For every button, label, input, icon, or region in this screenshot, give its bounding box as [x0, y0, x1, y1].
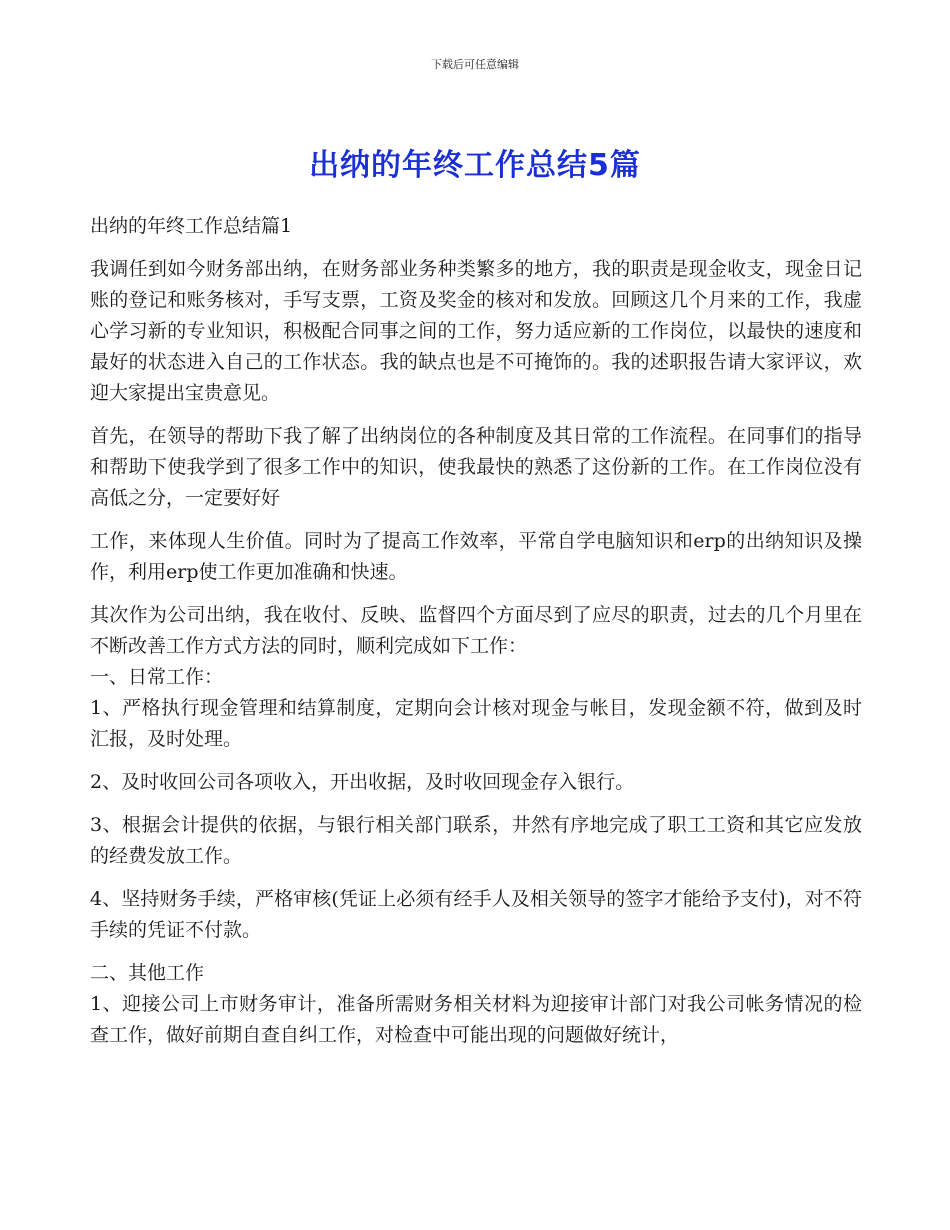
paragraph: 我调任到如今财务部出纳，在财务部业务种类繁多的地方，我的职责是现金收支，现金日记账的登记和账务核对，手写支票，工资及奖金的核对和发放。回顾这几个月来的工作，我虚心学习新的专业知识，积极配合同事之间的工作，努力适应新的工作岗位，以最快的速度和最好的状态进入自己的工作状态。我的缺点也是不可掩饰的。我的述职报告请大家评议，欢迎大家提出宝贵意见。 — [90, 258, 862, 404]
document-body — [90, 211, 862, 1051]
page-header-note: 下载后可任意编辑 — [431, 58, 519, 71]
paragraph: 其次作为公司出纳，我在收付、反映、监督四个方面尽到了应尽的职责，过去的几个月里在不断改善工作方式方法的同时，顺利完成如下工作： — [90, 604, 862, 657]
list-item: 3、根据会计提供的依据，与银行相关部门联系，井然有序地完成了职工工资和其它应发放的经费发放工作。 — [90, 814, 862, 867]
section-heading: 出纳的年终工作总结篇1 — [90, 215, 293, 237]
paragraph: 工作，来体现人生价值。同时为了提高工作效率，平常自学电脑知识和erp的出纳知识及操作，利用erp使工作更加准确和快速。 — [90, 530, 862, 583]
paragraph: 首先，在领导的帮助下我了解了出纳岗位的各种制度及其日常的工作流程。在同事们的指导和帮助下使我学到了很多工作中的知识，使我最快的熟悉了这份新的工作。在工作岗位没有高低之分，一定要好好 — [90, 425, 862, 509]
list-heading: 二、其他工作 — [90, 962, 205, 984]
list-heading: 一、日常工作： — [90, 666, 224, 688]
list-item: 1、严格执行现金管理和结算制度，定期向会计核对现金与帐目，发现金额不符，做到及时汇报，及时处理。 — [90, 697, 862, 750]
list-item: 2、及时收回公司各项收入，开出收据，及时收回现金存入银行。 — [90, 771, 635, 793]
list-item: 4、坚持财务手续，严格审核(凭证上必须有经手人及相关领导的签字才能给予支付)，对不符手续的凭证不付款。 — [90, 888, 862, 941]
list-item: 1、迎接公司上市财务审计，准备所需财务相关材料为迎接审计部门对我公司帐务情况的检查工作，做好前期自查自纠工作，对检查中可能出现的问题做好统计， — [90, 993, 862, 1046]
document-title: 出纳的年终工作总结5篇 — [309, 148, 641, 183]
